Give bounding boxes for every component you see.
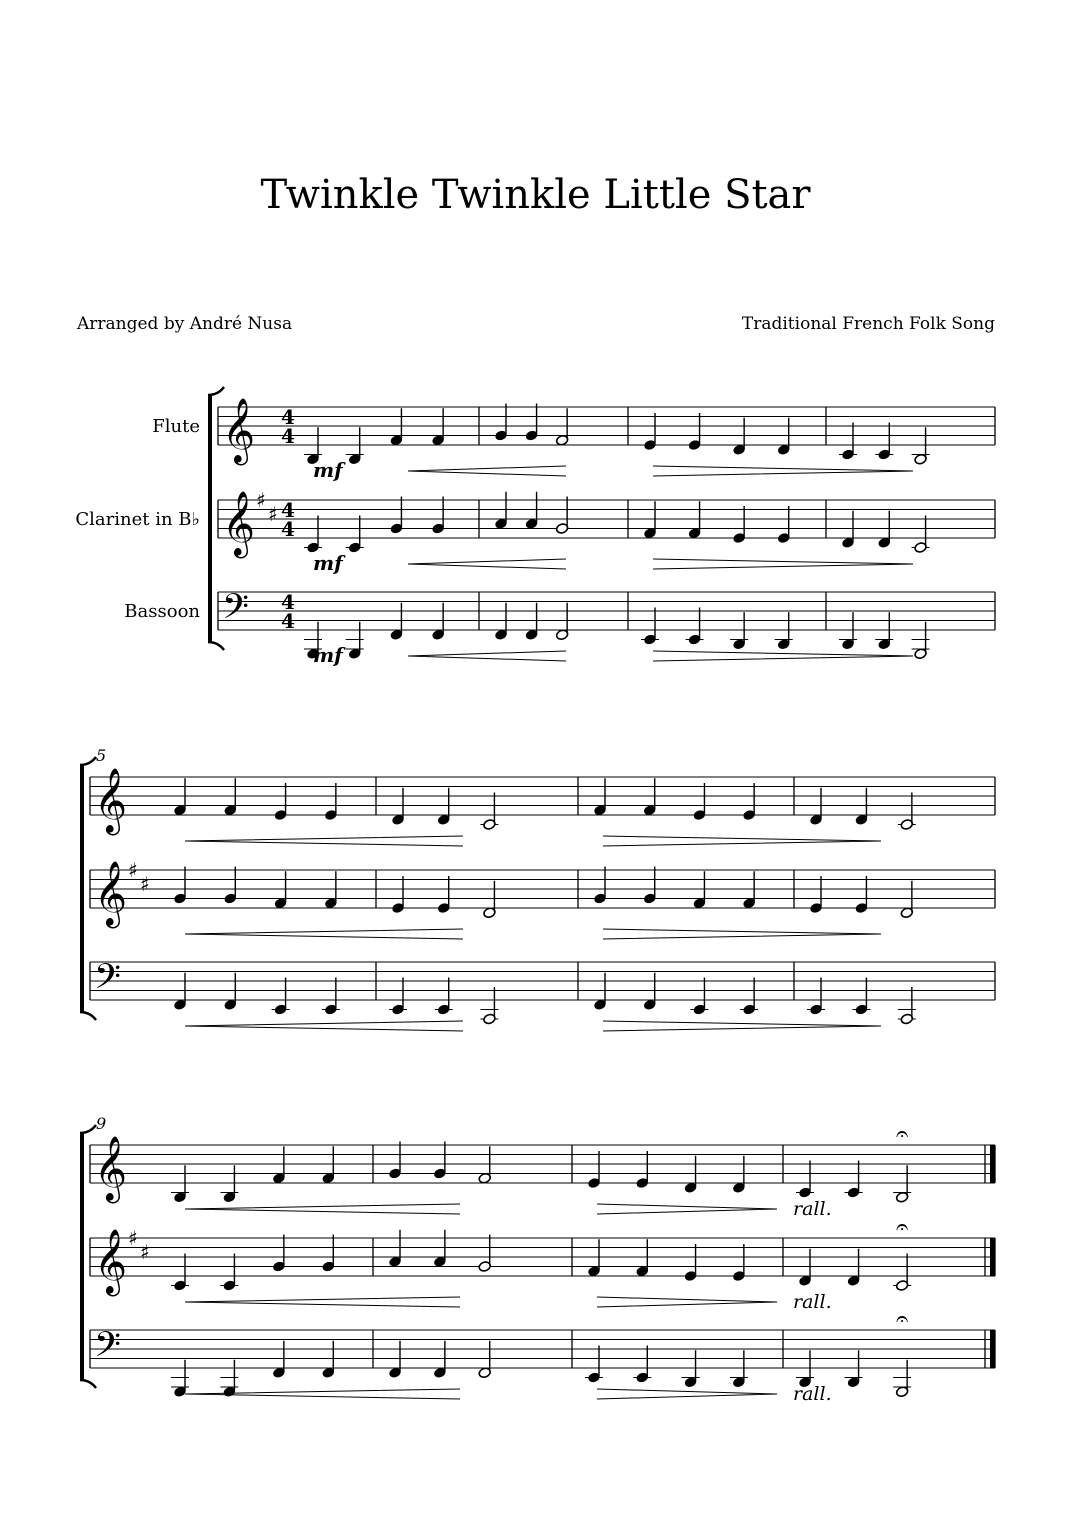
sharp-icon: ♯ [140, 872, 150, 896]
dynamic-mark: mf [313, 643, 343, 667]
fermata-icon: 𝄐 [896, 1215, 909, 1240]
fermata-icon: 𝄐 [896, 1307, 909, 1332]
system-bracket [80, 757, 96, 765]
diminuendo-hairpin [653, 466, 913, 476]
treble-clef-icon: 𝄞 [94, 1136, 128, 1201]
arranger-credit: Arranged by André Nusa [77, 314, 293, 334]
sharp-icon: ♯ [256, 488, 266, 512]
sharp-icon: ♯ [128, 1226, 138, 1250]
treble-clef-icon: 𝄞 [94, 1229, 128, 1294]
instrument-name-bassoon: Bassoon [124, 601, 200, 622]
time-signature-numerator: 4 [281, 590, 295, 614]
bass-clef-icon: 𝄢 [94, 956, 122, 1005]
crescendo-hairpin [185, 836, 463, 846]
system-bracket [80, 1012, 96, 1020]
crescendo-hairpin [185, 929, 463, 939]
diminuendo-hairpin [603, 929, 881, 939]
sharp-icon: ♯ [140, 1240, 150, 1264]
crescendo-hairpin [185, 1297, 460, 1307]
diminuendo-hairpin [597, 1297, 777, 1307]
treble-clef-icon: 𝄞 [222, 491, 256, 556]
ritardando-text: rall. [793, 1198, 832, 1220]
measure-number: 9 [96, 1114, 107, 1133]
system-bracket [208, 642, 224, 650]
instrument-name-flute: Flute [152, 416, 200, 437]
final-barline [990, 1145, 995, 1183]
ritardando-text: rall. [793, 1383, 832, 1405]
time-signature-numerator: 4 [281, 405, 295, 429]
diminuendo-hairpin [653, 651, 913, 661]
diminuendo-hairpin [597, 1204, 777, 1214]
final-barline [990, 1330, 995, 1368]
measure-number: 5 [96, 746, 107, 765]
crescendo-hairpin [408, 651, 566, 661]
system-bracket [80, 1380, 96, 1388]
diminuendo-hairpin [597, 1389, 777, 1399]
treble-clef-icon: 𝄞 [94, 768, 128, 833]
system-bracket [80, 765, 84, 1012]
diminuendo-hairpin [603, 836, 881, 846]
sharp-icon: ♯ [268, 502, 278, 526]
crescendo-hairpin [408, 466, 566, 476]
crescendo-hairpin [408, 559, 566, 569]
time-signature-denominator: 4 [281, 517, 295, 541]
dynamic-mark: mf [313, 458, 343, 482]
system-bracket [80, 1125, 96, 1133]
score-title: Twinkle Twinkle Little Star [260, 172, 811, 218]
diminuendo-hairpin [653, 559, 913, 569]
time-signature-denominator: 4 [281, 609, 295, 633]
system-bracket [208, 387, 224, 395]
time-signature-denominator: 4 [281, 424, 295, 448]
treble-clef-icon: 𝄞 [94, 861, 128, 926]
system-bracket [208, 395, 212, 642]
instrument-name-clarinet: Clarinet in B♭ [75, 509, 200, 530]
crescendo-hairpin [185, 1204, 460, 1214]
bass-clef-icon: 𝄢 [94, 1324, 122, 1373]
fermata-icon: 𝄐 [896, 1122, 909, 1147]
sharp-icon: ♯ [128, 858, 138, 882]
bass-clef-icon: 𝄢 [222, 586, 250, 635]
treble-clef-icon: 𝄞 [222, 398, 256, 463]
dynamic-mark: mf [313, 551, 343, 575]
diminuendo-hairpin [603, 1021, 881, 1031]
crescendo-hairpin [185, 1021, 463, 1031]
system-bracket [80, 1133, 84, 1380]
composer-credit: Traditional French Folk Song [741, 314, 995, 334]
final-barline [990, 1238, 995, 1276]
ritardando-text: rall. [793, 1291, 832, 1313]
time-signature-numerator: 4 [281, 498, 295, 522]
